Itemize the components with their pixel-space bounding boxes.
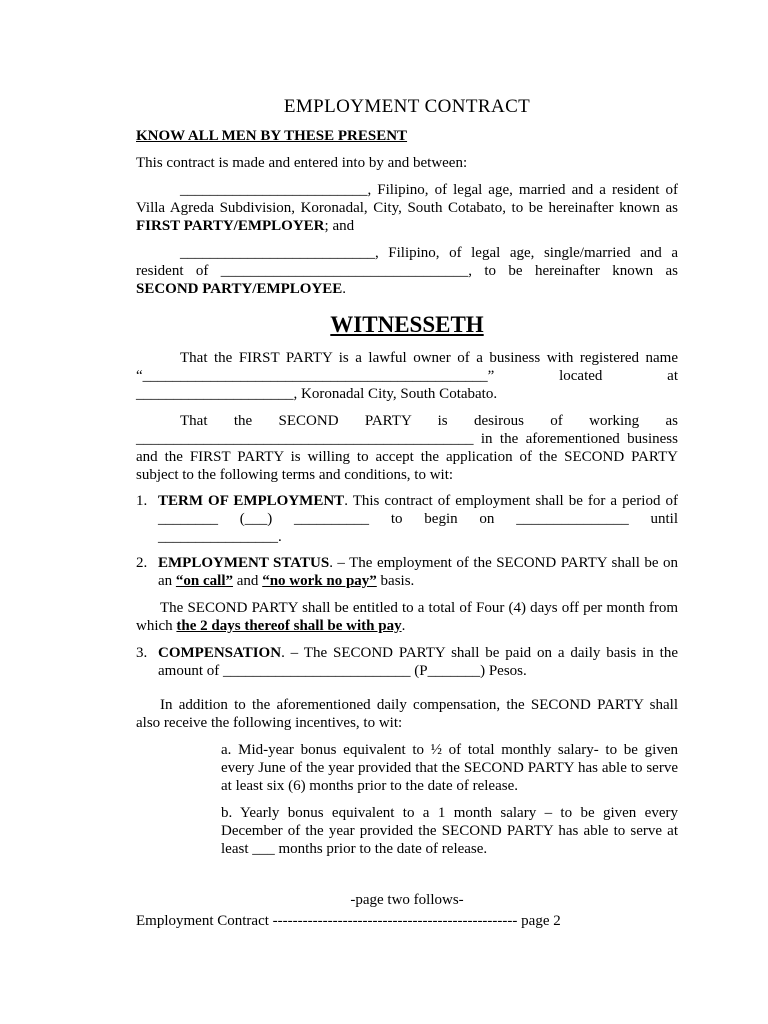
item-number: 2. [136, 555, 148, 571]
incentive-yearly: b. Yearly bonus equivalent to a 1 month salary – to be given every December of the year provided the SECOND PARTY has able to serve at least ___ months prior to the date of release. [221, 805, 678, 857]
compensation-item: 3. COMPENSATION. – The SECOND PARTY shall be paid on a daily basis in the amount of _________________________ (P_______) Pesos. [136, 645, 678, 679]
second-party-paragraph: __________________________, Filipino, of legal age, single/married and a resident of _________________________________, to be hereinafter known as SECOND PARTY/EMPLOYEE. [136, 245, 679, 297]
item-number: 3. [136, 645, 148, 661]
position-blank[interactable]: _____________________________________________ [136, 431, 474, 447]
no-work-no-pay-term: “no work no pay” [262, 573, 377, 589]
position-paragraph: That the SECOND PARTY is desirous of working as _____________________________________________ in the aforementioned business and the FIRST PARTY is willing to accept the application of the SECOND PARTY subject to the following terms and conditions, to wit: [136, 413, 678, 483]
on-call-term: “on call” [175, 573, 234, 589]
item-label: TERM OF EMPLOYMENT [158, 493, 345, 509]
footer-dashes: ------------------------------------------------- [272, 913, 518, 929]
employment-status-item: 2. EMPLOYMENT STATUS. – The employment of the SECOND PARTY shall be on an “on call” and “no work no pay” basis. [136, 555, 678, 589]
incentive-mid-year: a. Mid-year bonus equivalent to ½ of total monthly salary- to be given every June of the year provided that the SECOND PARTY has able to serve at least six (6) months prior to the date of release. [221, 742, 678, 794]
business-name-blank[interactable]: ______________________________________________ [142, 368, 488, 384]
section-heading: KNOW ALL MEN BY THESE PRESENT [136, 128, 408, 144]
first-party-label: FIRST PARTY/EMPLOYER [136, 218, 325, 234]
term-of-employment-item: 1. TERM OF EMPLOYMENT. This contract of employment shall be for a period of ________ (___) __________ to begin on _______________ until ________________. [136, 493, 678, 545]
second-party-label: SECOND PARTY/EMPLOYEE [136, 281, 343, 297]
business-paragraph: That the FIRST PARTY is a lawful owner of a business with registered name “______________________________________________” located at _____________________, Koronadal City, South Cotabato. [136, 350, 678, 402]
days-off-paragraph: The SECOND PARTY shall be entitled to a total of Four (4) days off per month from which the 2 days thereof shall be with pay. [136, 600, 678, 634]
document-title: EMPLOYMENT CONTRACT [283, 96, 531, 117]
business-location-blank[interactable]: _____________________ [136, 386, 294, 402]
page-footer [136, 912, 678, 930]
item-number: 1. [136, 493, 148, 509]
item-label: COMPENSATION [158, 645, 282, 661]
contract-body [136, 96, 678, 930]
first-party-name-blank[interactable]: _________________________ [180, 182, 368, 198]
intro-text: This contract is made and entered into by and between: [136, 155, 468, 171]
first-party-paragraph: _________________________, Filipino, of legal age, married and a resident of Villa Agreda Subdivision, Koronadal, City, South Cotabato, to be hereinafter known as FIRST PARTY/EMPLOYER; and [136, 182, 678, 234]
footer-title: Employment Contract [136, 913, 273, 929]
witnesseth-heading: WITNESSETH [330, 312, 484, 337]
footer-page-number: page 2 [517, 913, 561, 929]
item-label: EMPLOYMENT STATUS [158, 555, 330, 571]
paid-days-term: the 2 days thereof shall be with pay [176, 618, 402, 634]
second-party-address-blank[interactable]: _________________________________ [220, 263, 469, 279]
incentives-intro: In addition to the aforementioned daily compensation, the SECOND PARTY shall also receive the following incentives, to wit: [136, 697, 678, 731]
page-follows-note: -page two follows- [350, 892, 464, 908]
second-party-name-blank[interactable]: __________________________ [180, 245, 375, 261]
